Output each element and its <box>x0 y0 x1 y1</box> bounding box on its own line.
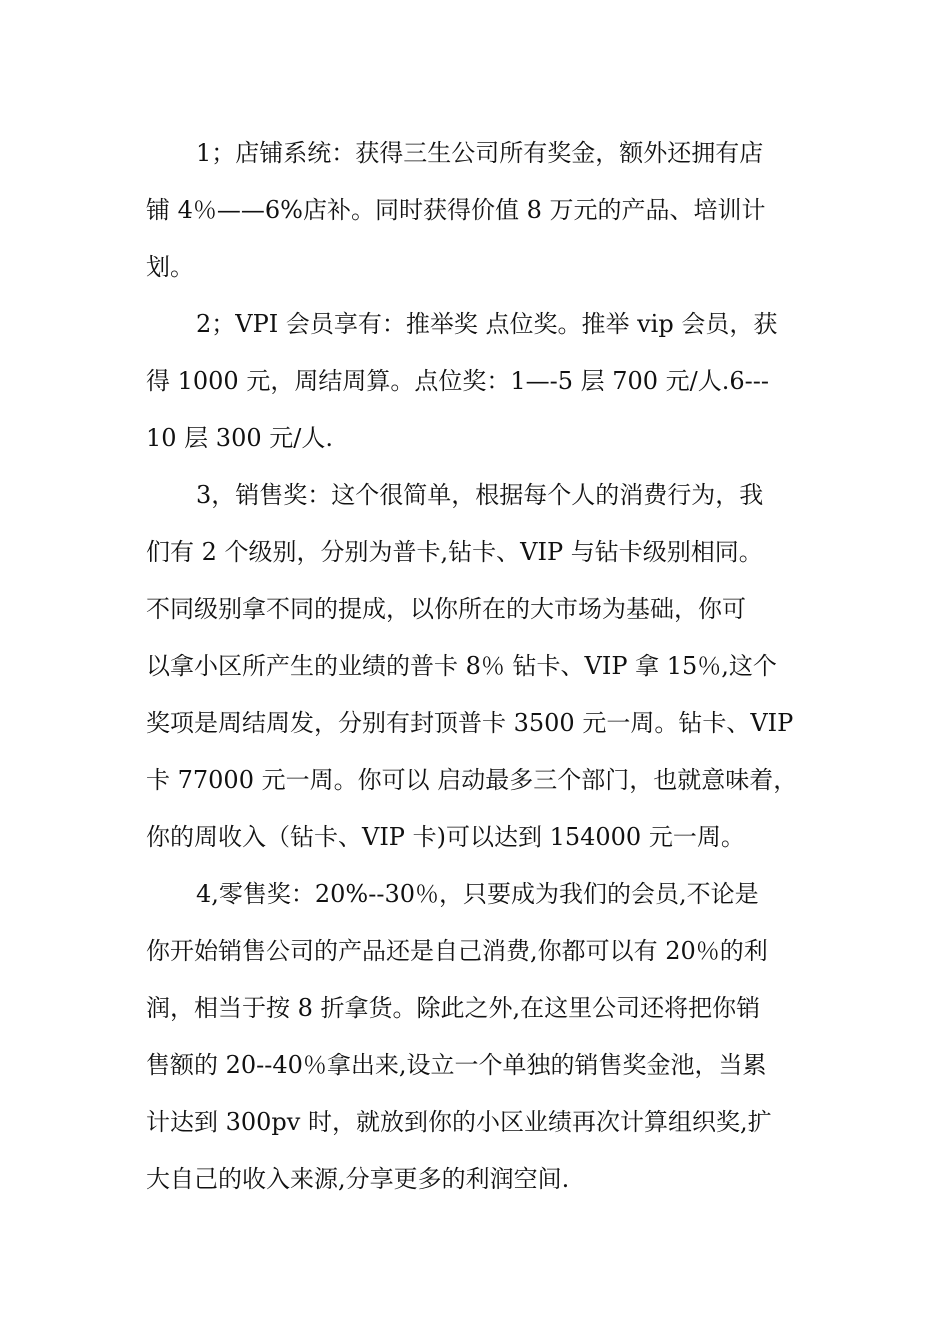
paragraph-line: 你开始销售公司的产品还是自己消费,你都可以有 20％的利 <box>146 937 768 965</box>
paragraph-line: 润，相当于按 8 折拿货。除此之外,在这里公司还将把你销 <box>146 994 761 1022</box>
paragraph-line: 3，销售奖：这个很简单，根据每个人的消费行为，我 <box>196 481 764 509</box>
paragraph-line: 铺 4％——6%店补。同时获得价值 8 万元的产品、培训计 <box>146 196 766 224</box>
paragraph-line: 划。 <box>146 253 194 281</box>
paragraph-line: 得 1000 元，周结周算。点位奖：1—-5 层 700 元/人.6--- <box>146 367 769 395</box>
paragraph-line: 1；店铺系统：获得三生公司所有奖金，额外还拥有店 <box>196 139 764 167</box>
paragraph-line: 4,零售奖：20%--30％，只要成为我们的会员,不论是 <box>196 880 759 908</box>
paragraph-line: 奖项是周结周发，分别有封顶普卡 3500 元一周。钻卡、VIP <box>146 709 794 737</box>
document-body <box>146 125 810 1208</box>
paragraph-line: 计达到 300pv 时，就放到你的小区业绩再次计算组织奖,扩 <box>146 1108 772 1136</box>
paragraph-store-system <box>146 125 810 296</box>
paragraph-vip-member <box>146 296 810 467</box>
paragraph-line: 以拿小区所产生的业绩的普卡 8％ 钻卡、VIP 拿 15％,这个 <box>146 652 777 680</box>
paragraph-line: 们有 2 个级别，分别为普卡,钻卡、VIP 与钻卡级别相同。 <box>146 538 763 566</box>
paragraph-sales-bonus <box>146 467 810 866</box>
paragraph-line: 卡 77000 元一周。你可以 启动最多三个部门，也就意味着， <box>146 766 798 794</box>
paragraph-line: 大自己的收入来源,分享更多的利润空间. <box>146 1165 570 1193</box>
paragraph-line: 10 层 300 元/人. <box>146 424 333 452</box>
paragraph-retail-bonus <box>146 866 810 1208</box>
paragraph-line: 你的周收入（钻卡、VIP 卡)可以达到 154000 元一周。 <box>146 823 745 851</box>
paragraph-line: 售额的 20--40％拿出来,设立一个单独的销售奖金池，当累 <box>146 1051 767 1079</box>
paragraph-line: 2；VPI 会员享有：推举奖 点位奖。推举 vip 会员，获 <box>196 310 778 338</box>
paragraph-line: 不同级别拿不同的提成，以你所在的大市场为基础，你可 <box>146 595 746 623</box>
